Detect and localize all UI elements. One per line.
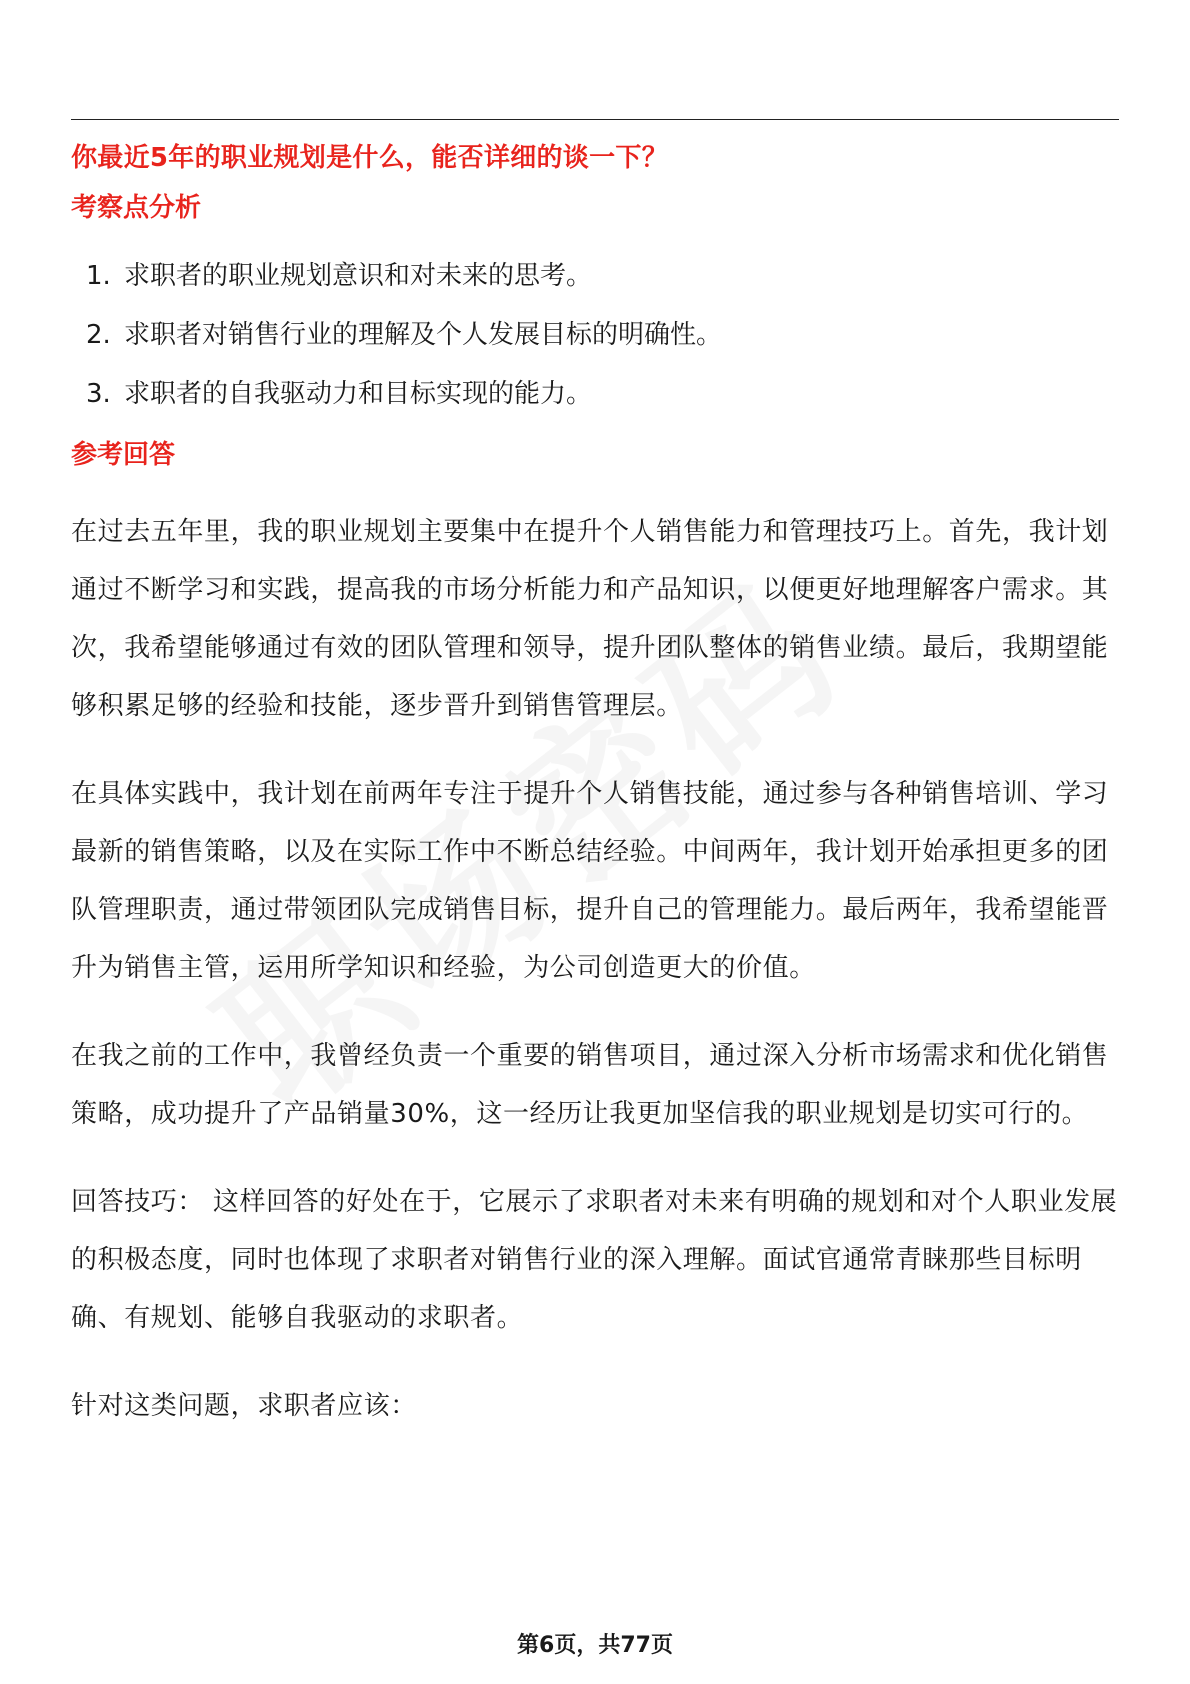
list-item-text: 求职者的职业规划意识和对未来的思考。 [124,261,593,291]
answer-paragraph: 在过去五年里，我的职业规划主要集中在提升个人销售能力和管理技巧上。首先，我计划通过不断学习和实践，提高我的市场分析能力和产品知识，以便更好地理解客户需求。其次，我希望能够通过有效的团队管理和领导，提升团队整体的销售业绩。最后，我期望能够积累足够的经验和技能，逐步晋升到销售管理层。 [71,517,1109,721]
list-item-number: 3. [86,379,111,409]
header-divider [71,119,1119,120]
page-number: 第6页，共77页 [517,1633,673,1658]
list-item-text: 求职者对销售行业的理解及个人发展目标的明确性。 [124,320,723,350]
list-item-text: 求职者的自我驱动力和目标实现的能力。 [124,379,593,409]
tips-paragraph: 回答技巧： 这样回答的好处在于，它展示了求职者对未来有明确的规划和对个人职业发展的积极态度，同时也体现了求职者对销售行业的深入理解。面试官通常青睐那些目标明确、有规划、能够自我驱动的求职者。 [71,1187,1118,1333]
question-title: 你最近5年的职业规划是什么，能否详细的谈一下？ [71,143,668,173]
analysis-heading: 考察点分析 [71,193,202,223]
list-item [71,317,1119,353]
list-item [71,376,1119,412]
analysis-list [71,258,1119,412]
answer-paragraph: 在具体实践中，我计划在前两年专注于提升个人销售技能，通过参与各种销售培训、学习最新的销售策略，以及在实际工作中不断总结经验。中间两年，我计划开始承担更多的团队管理职责，通过带领团队完成销售目标，提升自己的管理能力。最后两年，我希望能晋升为销售主管，运用所学知识和经验，为公司创造更大的价值。 [71,779,1109,983]
advice-lead: 针对这类问题，求职者应该： [71,1391,417,1421]
answer-paragraph: 在我之前的工作中，我曾经负责一个重要的销售项目，通过深入分析市场需求和优化销售策略，成功提升了产品销量30%，这一经历让我更加坚信我的职业规划是切实可行的。 [71,1041,1109,1129]
page-content [71,138,1119,1435]
answer-heading: 参考回答 [71,440,176,470]
list-item [71,258,1119,294]
list-item-number: 1. [86,261,111,291]
list-item-number: 2. [86,320,111,350]
